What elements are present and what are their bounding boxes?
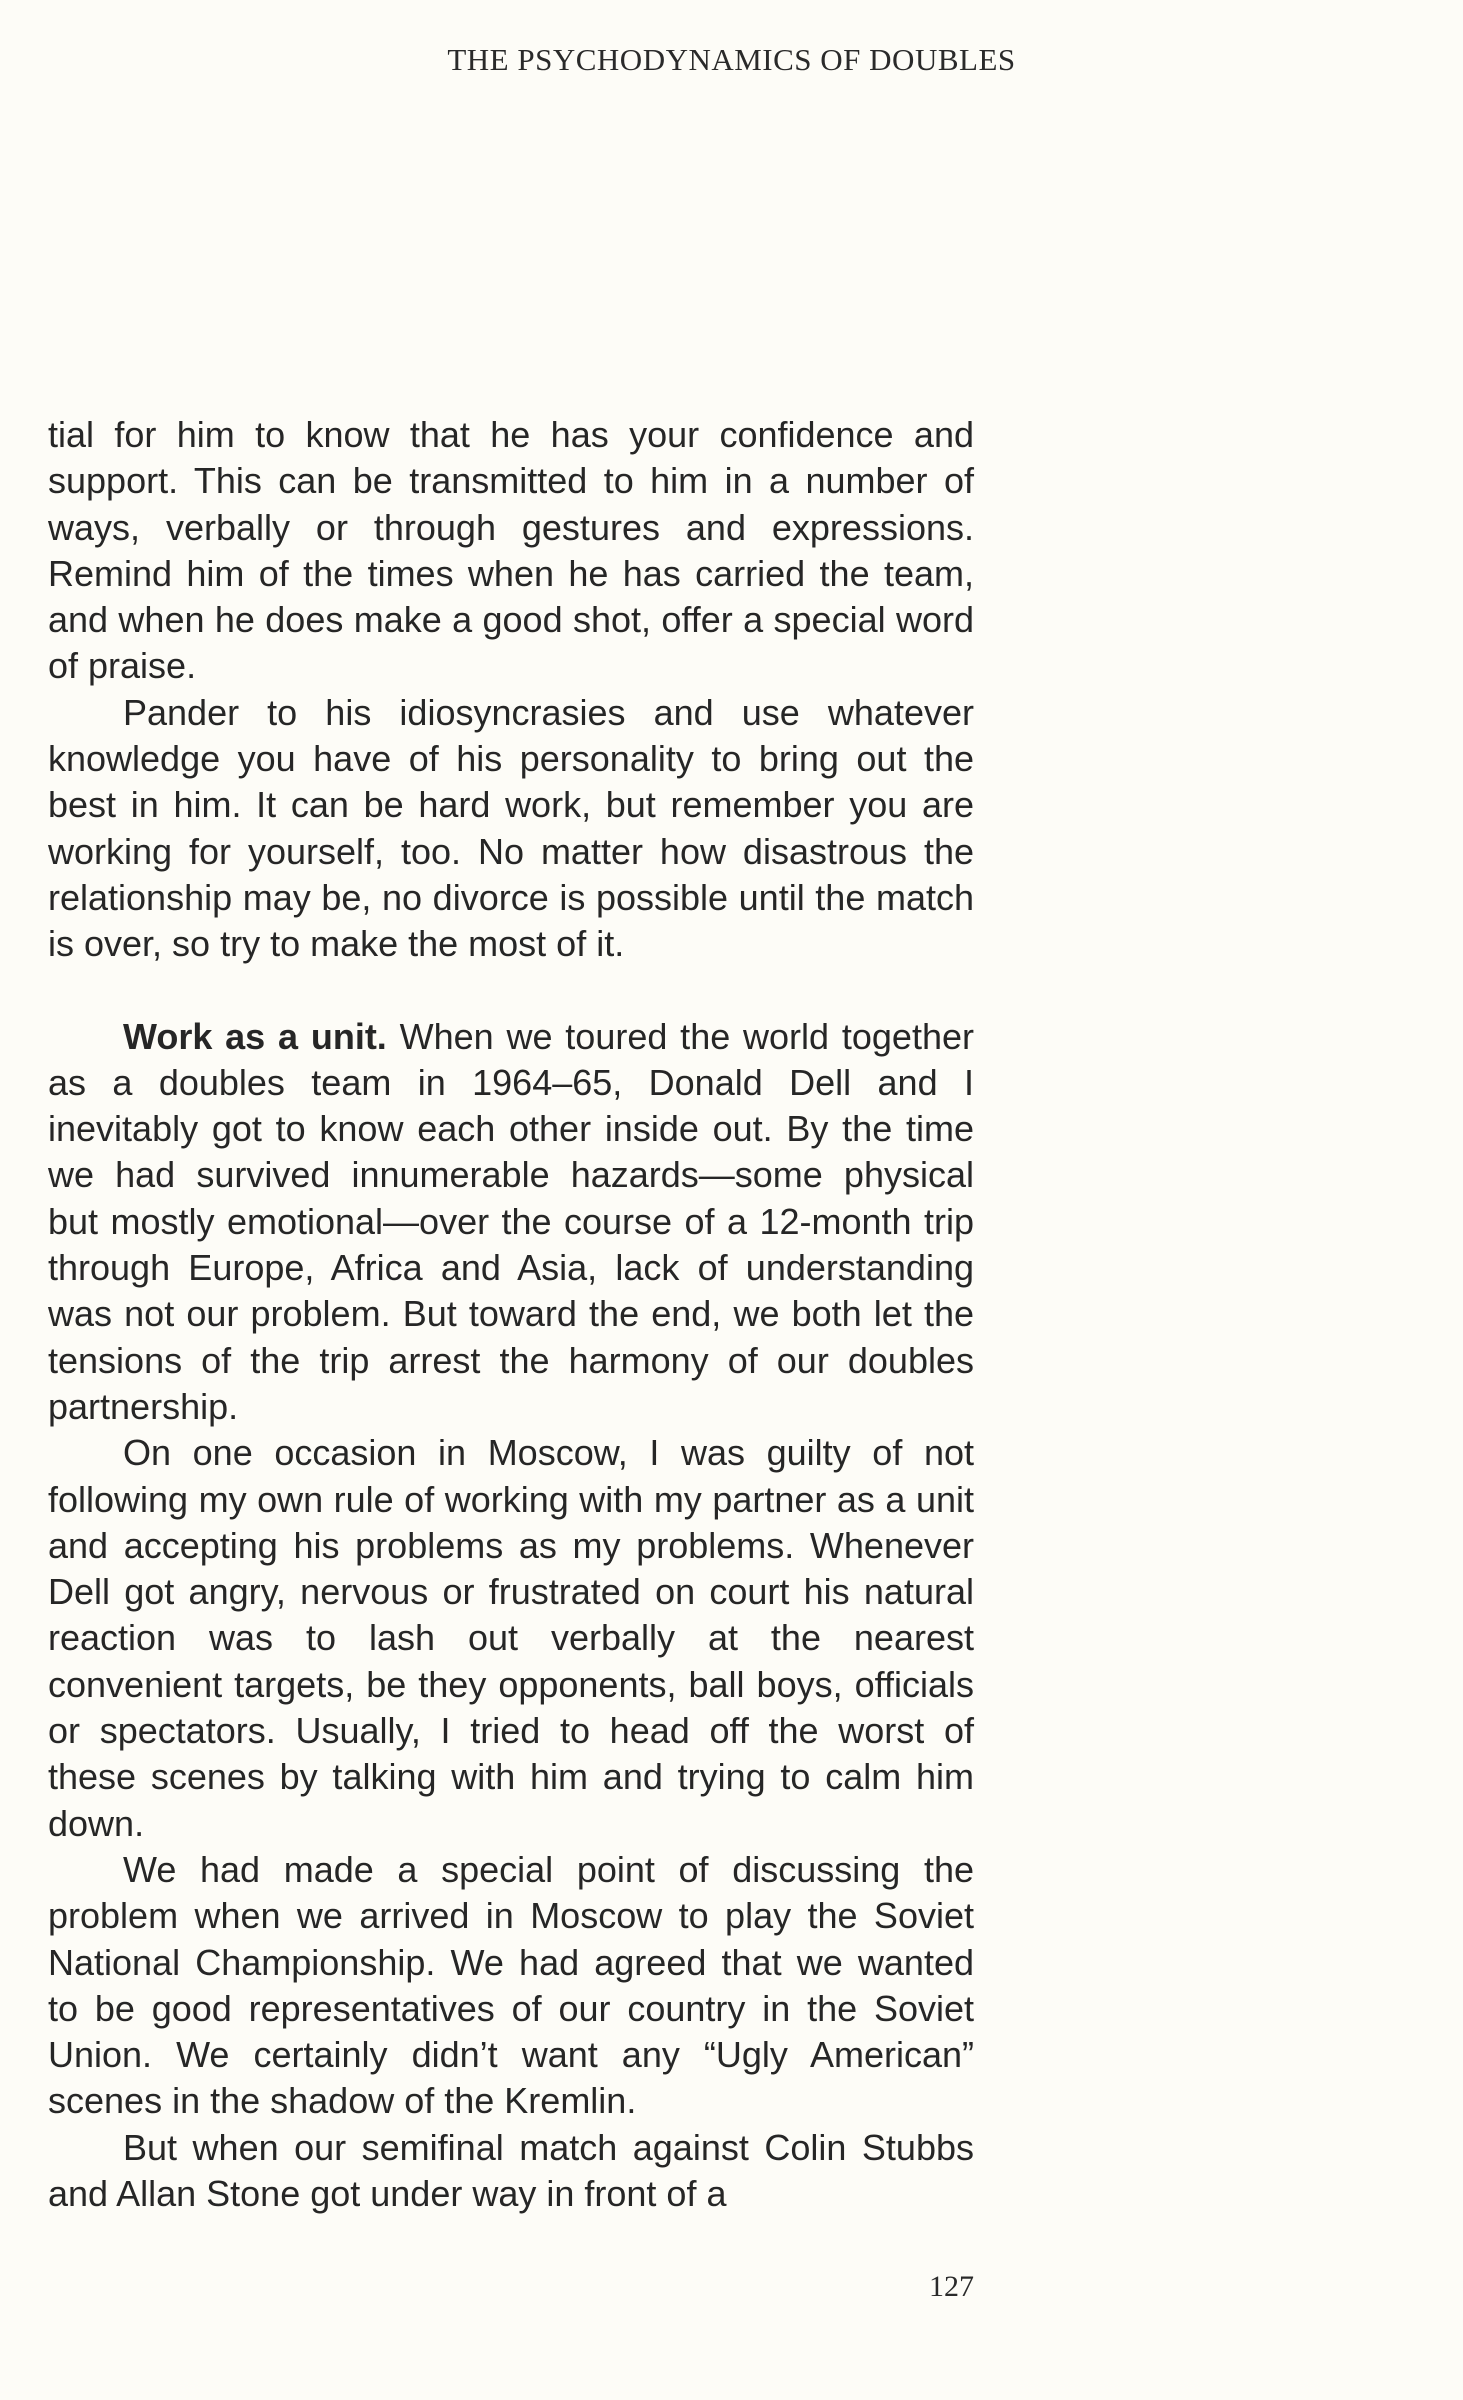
running-head: THE PSYCHODYNAMICS OF DOUBLES <box>447 42 1016 77</box>
paragraph-2: Pander to his idiosyncrasies and use whatever knowledge you have of his personality to bring out the best in him. It can be hard work, but remember you are working for yourself, too. No matter how disastrous the relationship may be, no divorce is possible until the match is over, so try to make the most of it. <box>48 691 974 965</box>
paragraph-6: But when our semifinal match against Colin Stubbs and Allan Stone got under way in front of a <box>48 2126 974 2214</box>
paragraph-4: On one occasion in Moscow, I was guilty of not following my own rule of working with my partner as a unit and accepting his problems as my problems. Whenever Dell got angry, nervous or frustrated on court his natural reaction was to lash out verbally at the nearest convenient targets, be they opponents, ball boys, officials or spectators. Usually, I tried to head off the worst of these scenes by talking with him and trying to calm him down. <box>48 1432 974 1844</box>
body-text <box>48 412 974 2217</box>
run-in-heading: Work as a unit. <box>123 1015 387 1057</box>
page-number: 127 <box>929 2270 974 2303</box>
paragraph-5: We had made a special point of discussing the problem when we arrived in Moscow to play the Soviet National Championship. We had agreed that we wanted to be good representatives of our country in the Soviet Union. We certainly didn’t want any “Ugly American” scenes in the shadow of the Kremlin. <box>48 1848 974 2122</box>
paragraph-3 <box>48 1014 974 1431</box>
paragraph-3-text: When we toured the world together as a doubles team in 1964–65, Donald Dell and I inevitably got to know each other inside out. By the time we had survived innumerable hazards—some physical but mostly emotional—over the course of a 12-month trip through Europe, Africa and Asia, lack of understanding was not our problem. But toward the end, we both let the tensions of the trip arrest the harmony of our doubles partnership. <box>48 1015 974 1427</box>
paragraph-1: tial for him to know that he has your confidence and support. This can be transmitted to him in a number of ways, verbally or through gestures and expressions. Remind him of the times when he has carried the team, and when he does make a good shot, offer a special word of praise. <box>48 414 974 687</box>
